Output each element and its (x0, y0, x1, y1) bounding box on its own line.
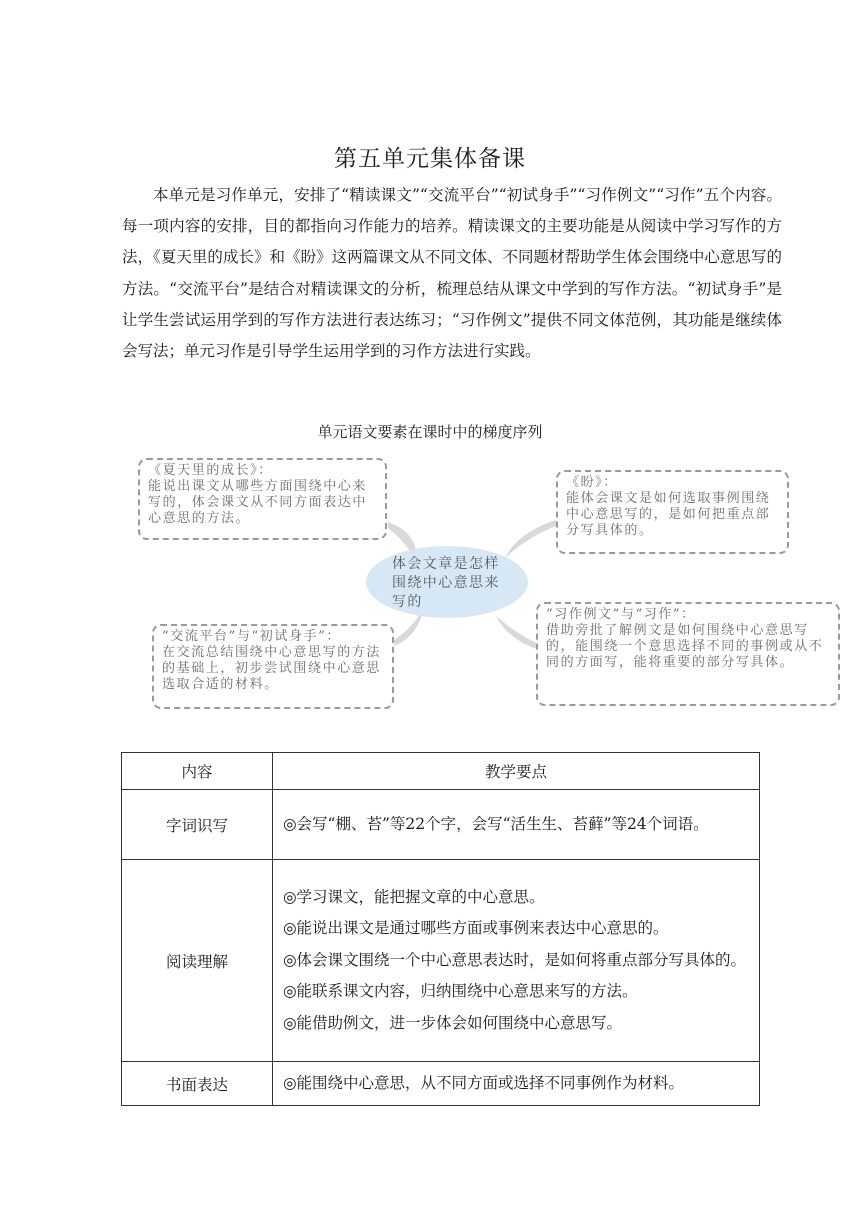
point-item: ◎体会课文围绕一个中心意思表达时，是如何将重点部分写具体的。 (283, 950, 747, 969)
row-points (273, 860, 760, 1062)
node-exchange-trial-text: 在交流总结围绕中心意思写的方法的基础上，初步尝试围绕中心意思选取合适的材料。 (162, 645, 382, 692)
table-row (122, 860, 760, 1062)
header-content: 内容 (122, 753, 273, 790)
node-exchange-trial (152, 624, 394, 709)
node-pan-heading: 《盼》： (566, 475, 618, 490)
table-header-row (122, 753, 760, 790)
node-example-writing-text: 借助旁批了解例文是如何围绕中心意思写的，能围绕一个意思选择不同的事例或从不同的方面写，能将重要的部分写具体。 (546, 623, 824, 670)
center-node (366, 546, 528, 618)
point-item: ◎学习课文，能把握文章的中心意思。 (283, 887, 545, 906)
point-item: ◎能联系课文内容，归纳围绕中心意思来写的方法。 (283, 982, 638, 1001)
connector-bottom-right (496, 616, 540, 650)
point-item: ◎能围绕中心意思，从不同方面或选择不同事例作为材料。 (283, 1073, 685, 1092)
node-pan (556, 470, 789, 554)
row-points (273, 790, 760, 860)
node-exchange-trial-heading: “交流平台”与“初试身手”： (162, 629, 341, 644)
node-pan-text: 能体会课文是如何选取事例围绕中心意思写的，是如何把重点部分写具体的。 (566, 491, 771, 538)
node-summer-growth (138, 458, 387, 540)
intro-text: 本单元是习作单元，安排了“精读课文”“交流平台”“初试身手”“习作例文”“习作”五个内容。每一项内容的安排，目的都指向习作能力的培养。精读课文的主要功能是从阅读中学习写作的方法，《夏天里的成长》和《盼》这两篇课文从不同文体、不同题材帮助学生体会围绕中心意思写的方法。“交流平台”是结合对精读课文的分析，梳理总结从课文中学到的写作方法。“初试身手”是让学生尝试运用学到的写作方法进行表达练习；“习作例文”提供不同文体范例，其功能是继续体会写法；单元习作是引导学生运用学到的习作方法进行实践。 (122, 186, 782, 361)
center-node-text: 体会文章是怎样围绕中心意思来写的 (392, 556, 500, 610)
row-name: 字词识写 (122, 790, 273, 860)
point-item: ◎能说出课文是通过哪些方面或事例来表达中心意思的。 (283, 919, 669, 938)
node-summer-growth-heading: 《夏天里的成长》： (148, 463, 273, 478)
point-item: ◎会写“棚、苔”等22个字，会写“活生生、苔藓”等24个词语。 (283, 814, 709, 833)
connector-top-right (505, 520, 556, 558)
point-item: ◎能借助例文，进一步体会如何围绕中心意思写。 (283, 1013, 623, 1032)
row-name: 阅读理解 (122, 860, 273, 1062)
node-summer-growth-text: 能说出课文从哪些方面围绕中心来写的，体会课文从不同方面表达中心意思的方法。 (148, 479, 368, 526)
page-title: 第五单元集体备课 (334, 146, 526, 172)
row-points (273, 1062, 760, 1106)
intro-paragraph (122, 180, 782, 367)
table-row (122, 790, 760, 860)
node-example-writing (536, 602, 840, 706)
table-row (122, 1062, 760, 1106)
row-name: 书面表达 (122, 1062, 273, 1106)
node-example-writing-heading: “习作例文”与“习作”： (546, 607, 696, 622)
mind-map (0, 448, 860, 718)
header-teaching-points: 教学要点 (273, 753, 760, 790)
diagram-title: 单元语文要素在课时中的梯度序列 (317, 423, 543, 441)
teaching-points-table (121, 752, 760, 1106)
